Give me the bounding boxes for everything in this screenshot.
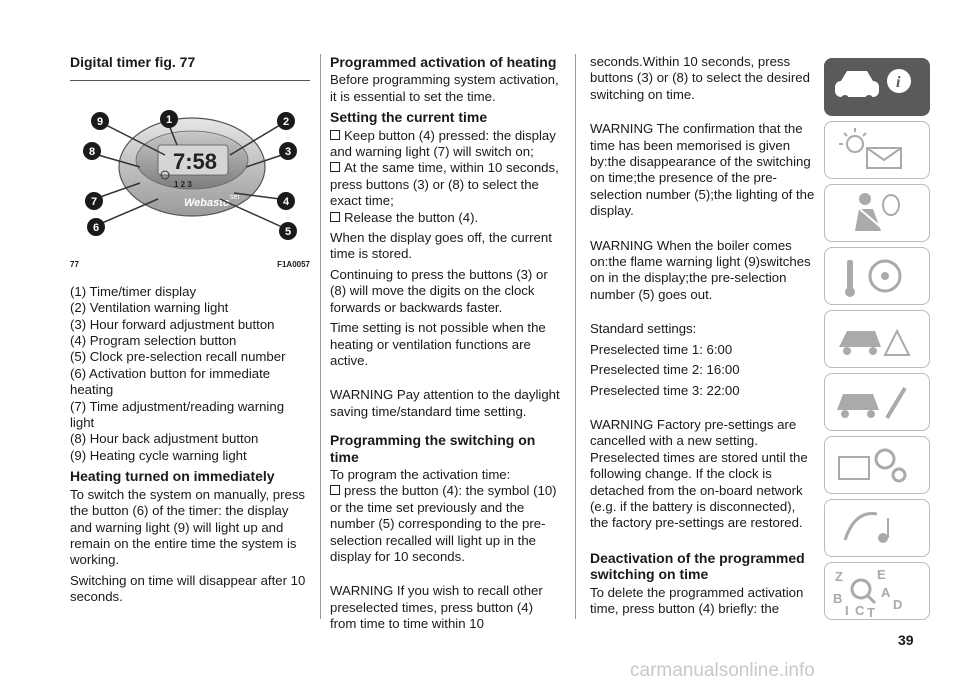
- webasto-timer-illustration: [70, 87, 310, 255]
- callout-5: 5: [284, 226, 292, 239]
- tab-safety[interactable]: [824, 184, 930, 242]
- warning-paragraph: WARNING Pay attention to the daylight saving time/standard time setting.: [330, 387, 560, 419]
- bullet-text: Keep button (4) pressed: the display and warning light (7) will switch on;: [330, 127, 556, 160]
- index-letter: B: [833, 591, 843, 606]
- key-steering-icon: [825, 248, 929, 304]
- warning-paragraph: WARNING If you wish to recall other preselected times, press button (4) from time to time within 10: [330, 583, 543, 632]
- column-right: [590, 54, 815, 621]
- column-divider: [320, 54, 321, 619]
- timer-display-time: 7:58: [173, 149, 218, 175]
- tab-maintenance[interactable]: [824, 373, 930, 431]
- legend-item: (8) Hour back adjustment button: [70, 431, 259, 447]
- brand-logo: Webasto: [184, 197, 230, 210]
- tab-starting-driving[interactable]: [824, 247, 930, 305]
- callout-4: 4: [282, 196, 290, 209]
- timer-display-digits: 1 2 3: [174, 180, 192, 190]
- legend-item: (6) Activation button for immediate heating: [70, 365, 271, 398]
- car-maintenance-icon: [825, 374, 929, 430]
- index-letter: E: [877, 567, 886, 582]
- paragraph: Continuing to press the buttons (3) or (8) will move the digits on the clock forwards or backwards faster.: [330, 266, 548, 315]
- index-letter: I: [845, 603, 849, 618]
- heading-heating-immediately: Heating turned on immediately: [70, 468, 275, 485]
- paragraph: Switching on time will disappear after 10 seconds.: [70, 572, 306, 605]
- section-title: Digital timer fig. 77: [70, 54, 196, 70]
- index-search-icon: [825, 563, 929, 619]
- heading-deactivation: Deactivation of the programmed switching on time: [590, 549, 805, 583]
- divider: [70, 80, 310, 81]
- legend-item: (2) Ventilation warning light: [70, 300, 229, 316]
- paragraph: To program the activation time:: [330, 466, 511, 482]
- paragraph: Time setting is not possible when the heating or ventilation functions are active.: [330, 320, 546, 368]
- legend-item: (4) Program selection button: [70, 333, 237, 349]
- tab-index[interactable]: [824, 562, 930, 620]
- callout-1: 1: [165, 114, 173, 127]
- index-letter: D: [893, 597, 903, 612]
- bullet-text: At the same time, within 10 seconds, press buttons (3) or (8) to select the exact time;: [330, 160, 559, 209]
- warning-paragraph: WARNING The confirmation that the time has been memorised is given by:the disappearance of the switching on time;the presence of the pre-selection number (5);the lighting of the display.: [590, 121, 815, 219]
- timer-figure: [70, 87, 310, 255]
- legend-item: (7) Time adjustment/reading warning light: [70, 398, 285, 431]
- paragraph: When the display goes off, the current time is stored.: [330, 230, 552, 262]
- figure-caption: [70, 257, 310, 273]
- column-left: [70, 54, 310, 610]
- legend-item: (1) Time/timer display: [70, 283, 197, 299]
- svg-text:i: i: [896, 74, 901, 91]
- tab-warning-lights[interactable]: [824, 121, 930, 179]
- checkbox-bullet-icon: [330, 162, 340, 172]
- figure-number: 77: [70, 260, 79, 270]
- tab-technical-data[interactable]: [824, 436, 930, 494]
- chapter-tabs: [824, 58, 930, 625]
- warning-lights-icon: [825, 122, 929, 178]
- callout-2: 2: [282, 116, 290, 129]
- bullet-item: [330, 160, 562, 209]
- seatbelt-airbag-icon: [825, 185, 929, 241]
- index-letter: T: [867, 605, 875, 619]
- paragraph: To switch the system on manually, press the button (6) of the timer: the display and warning light (9) will light up and remain on the entire time the system is working.: [70, 486, 306, 568]
- callout-7: 7: [90, 196, 98, 209]
- paragraph: Standard settings:: [590, 321, 697, 337]
- figure-code: F1A0057: [277, 260, 310, 270]
- checkbox-bullet-icon: [330, 212, 340, 222]
- callout-9: 9: [96, 116, 104, 129]
- index-letter: C: [855, 603, 865, 618]
- heading-programmed-activation: Programmed activation of heating: [330, 54, 557, 70]
- page-number: 39: [898, 632, 914, 648]
- heading-setting-time: Setting the current time: [330, 109, 488, 126]
- legend-item: (3) Hour forward adjustment button: [70, 316, 275, 332]
- warning-paragraph: WARNING When the boiler comes on:the flame warning light (9)switches on in the display;the pre-selection number (5) goes out.: [590, 237, 811, 302]
- column-divider: [575, 54, 576, 619]
- paragraph: Preselected time 3: 22:00: [590, 382, 740, 398]
- bullet-item: [330, 483, 562, 565]
- multimedia-icon: [825, 500, 929, 556]
- emergency-icon: [825, 311, 929, 367]
- legend-item: (9) Heating cycle warning light: [70, 447, 247, 463]
- bullet-text: Release the button (4).: [344, 209, 479, 225]
- bullet-item: [330, 128, 562, 161]
- paragraph: Before programming system activation, it is essential to set the time.: [330, 72, 559, 104]
- index-letter: Z: [835, 569, 843, 584]
- column-middle: [330, 54, 562, 637]
- paragraph: Preselected time 2: 16:00: [590, 362, 740, 378]
- paragraph: To delete the programmed activation time, press button (4) briefly: the: [590, 584, 804, 616]
- legend-item: (5) Clock pre-selection recall number: [70, 349, 286, 365]
- tab-emergency[interactable]: [824, 310, 930, 368]
- checkbox-bullet-icon: [330, 485, 340, 495]
- bullet-item: [330, 210, 562, 226]
- heading-programming-switching: Programming the switching on time: [330, 432, 536, 465]
- checkbox-bullet-icon: [330, 130, 340, 140]
- callout-6: 6: [92, 222, 100, 235]
- technical-data-icon: [825, 437, 929, 493]
- set-label: set: [230, 194, 240, 202]
- callout-3: 3: [284, 146, 292, 159]
- callout-8: 8: [88, 146, 96, 159]
- car-info-icon: [825, 59, 929, 115]
- warning-paragraph: WARNING Factory pre-settings are cancelled with a new setting. Preselected times are stored until the following change. If the clock is detached from the on-board network (e.g. if the battery is disconnected), the factory pre-settings are restored.: [590, 416, 808, 531]
- tab-multimedia[interactable]: [824, 499, 930, 557]
- paragraph: seconds.Within 10 seconds, press buttons (3) or (8) to select the desired switching on time.: [590, 54, 810, 102]
- paragraph: Preselected time 1: 6:00: [590, 341, 733, 357]
- index-letter: A: [881, 585, 891, 600]
- watermark: carmanualsonline.info: [630, 660, 815, 681]
- tab-car-info[interactable]: [824, 58, 930, 116]
- bullet-text: press the button (4): the symbol (10) or the time set previously and the number (5) corresponding to the pre-selection recalled will light up in the display for 10 seconds.: [330, 483, 557, 564]
